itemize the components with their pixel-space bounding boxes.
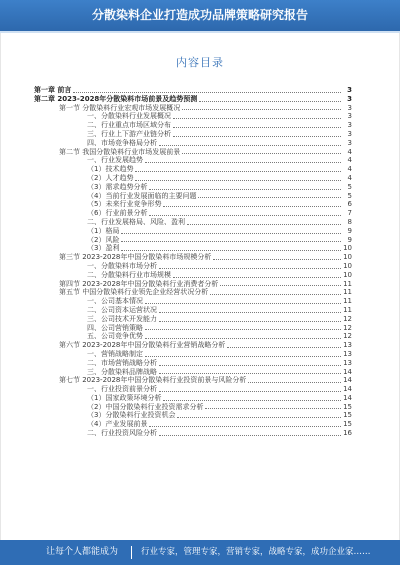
toc-entry-page-number: 15 — [343, 402, 352, 411]
toc-entry-title: （5）未来行业竞争形势 — [87, 200, 162, 209]
toc-entry-page-number: 11 — [343, 279, 352, 288]
dot-leader — [199, 101, 341, 102]
dot-leader — [121, 250, 341, 251]
toc-entry[interactable] — [34, 156, 352, 165]
toc-entry-title: 第一节 分散染料行业宏观市场发展概况 — [59, 103, 181, 112]
toc-entry-page-number: 12 — [343, 314, 352, 323]
toc-entry-page-number: 3 — [347, 112, 352, 121]
toc-entry-title: （3）盈利 — [87, 244, 120, 253]
toc-entry-title: 二、分散染料行业市场规模 — [87, 270, 171, 279]
toc-entry[interactable] — [34, 139, 352, 148]
toc-entry-title: （3）分散染料行业投资机会 — [87, 411, 176, 420]
dot-leader — [173, 118, 341, 119]
toc-entry[interactable] — [34, 368, 352, 377]
footer-band — [0, 540, 400, 565]
toc-entry-page-number: 3 — [347, 121, 352, 130]
toc-entry-title: 三、行业上下游产业链分析 — [87, 129, 171, 138]
dot-leader — [173, 136, 341, 137]
dot-leader — [159, 365, 341, 366]
toc-entry-title: 二、行业投资风险分析 — [87, 429, 157, 438]
dot-leader — [145, 303, 341, 304]
toc-entry-page-number: 4 — [347, 147, 352, 156]
toc-entry-page-number: 9 — [347, 226, 352, 235]
toc-entry[interactable] — [34, 183, 352, 192]
toc-entry[interactable] — [34, 192, 352, 201]
toc-entry[interactable] — [34, 253, 352, 262]
toc-entry-title: 二、市场营销战略分析 — [87, 358, 157, 367]
toc-entry-page-number: 8 — [347, 217, 352, 226]
toc-entry-title: 第四节 2023-2028年中国分散染料行业消费者分析 — [59, 279, 219, 288]
toc-entry-page-number: 14 — [343, 393, 352, 402]
toc-entry[interactable] — [34, 332, 352, 341]
dot-leader — [145, 329, 341, 330]
dot-leader — [73, 92, 341, 93]
toc-entry-title: （2）风险 — [87, 235, 120, 244]
toc-entry-page-number: 12 — [343, 323, 352, 332]
toc-entry[interactable] — [34, 121, 352, 130]
dot-leader — [198, 197, 341, 198]
toc-entry[interactable] — [34, 385, 352, 394]
dot-leader — [159, 145, 341, 146]
toc-entry-title: 二、公司资本运营状况 — [87, 305, 157, 314]
toc-entry[interactable] — [34, 236, 352, 245]
toc-entry[interactable] — [34, 315, 352, 324]
dot-leader — [182, 109, 341, 110]
toc-entry[interactable] — [34, 227, 352, 236]
toc-entry-title: 第一章 前言 — [34, 86, 72, 94]
toc-entry[interactable] — [34, 209, 352, 218]
report-header-band — [0, 0, 400, 31]
toc-heading: 内容目录 — [176, 56, 224, 69]
toc-entry-title: 一、公司基本情况 — [87, 297, 143, 306]
toc-entry[interactable] — [34, 104, 352, 113]
toc-entry-title: 四、公司营销策略 — [87, 323, 143, 332]
toc-entry-title: 二、行业发展格局、风险、盈利 — [87, 217, 185, 226]
toc-entry[interactable] — [34, 376, 352, 385]
toc-entry-page-number: 10 — [343, 244, 352, 253]
dot-leader — [227, 347, 341, 348]
dot-leader — [135, 171, 341, 172]
toc-entry-title: （3）需求趋势分析 — [87, 182, 148, 191]
toc-entry[interactable] — [34, 429, 352, 438]
toc-entry[interactable] — [34, 200, 352, 209]
toc-entry-page-number: 3 — [347, 103, 352, 112]
toc-entry-page-number: 14 — [343, 376, 352, 385]
toc-entry-page-number: 15 — [343, 420, 352, 429]
toc-entry-title: 五、公司竞争优势 — [87, 332, 143, 341]
toc-entry[interactable] — [34, 288, 352, 297]
toc-entry-page-number: 10 — [343, 261, 352, 270]
dot-leader — [163, 206, 341, 207]
toc-entry[interactable] — [34, 411, 352, 420]
toc-entry-page-number: 11 — [343, 305, 352, 314]
dot-leader — [205, 408, 341, 409]
dot-leader — [220, 285, 341, 286]
toc-entry-title: 三、公司技术开发能力 — [87, 314, 157, 323]
toc-entry-title: 一、分散染料市场分析 — [87, 261, 157, 270]
toc-entry-title: 一、行业投资前景分析 — [87, 385, 157, 394]
dot-leader — [159, 312, 341, 313]
toc-entry-title: 第五节 中国分散染料行业领先企业经营状况分析 — [59, 288, 209, 297]
toc-entry[interactable] — [34, 324, 352, 333]
dot-leader — [159, 391, 341, 392]
dot-leader — [210, 294, 341, 295]
dot-leader — [145, 338, 341, 339]
dot-leader — [173, 277, 341, 278]
toc-entry-title: 第二节 我国分散染料行业市场发展前景 — [59, 147, 181, 156]
toc-entry[interactable] — [34, 350, 352, 359]
toc-entry-page-number: 9 — [347, 235, 352, 244]
toc-entry[interactable] — [34, 244, 352, 253]
toc-entry-page-number: 4 — [347, 165, 352, 174]
toc-entry-page-number: 15 — [343, 411, 352, 420]
footer-roles: 行业专家，管理专家，营销专家，战略专家，成功企业家…… — [141, 547, 371, 557]
toc-entry-page-number: 5 — [347, 182, 352, 191]
toc-entry-page-number: 14 — [343, 367, 352, 376]
toc-entry-title: （1）技术趋势 — [87, 165, 134, 174]
toc-entry[interactable] — [34, 218, 352, 227]
dot-leader — [149, 215, 341, 216]
toc-entry-title: （6）行业前景分析 — [87, 209, 148, 218]
toc-entry-title: 三、分散染料品牌战略 — [87, 367, 157, 376]
toc-list — [34, 86, 352, 438]
toc-entry-page-number: 5 — [347, 191, 352, 200]
toc-entry-page-number: 14 — [343, 385, 352, 394]
toc-entry-title: （2）人才趋势 — [87, 173, 134, 182]
toc-entry[interactable] — [34, 174, 352, 183]
dot-leader — [213, 259, 341, 260]
dot-leader — [149, 189, 341, 190]
toc-entry-title: （2）中国分散染料行业投资需求分析 — [87, 402, 204, 411]
dot-leader — [248, 382, 341, 383]
toc-entry[interactable] — [34, 95, 352, 104]
toc-entry-page-number: 4 — [347, 173, 352, 182]
dot-leader — [177, 417, 341, 418]
toc-entry-page-number: 3 — [347, 138, 352, 147]
toc-entry-page-number: 13 — [343, 358, 352, 367]
toc-entry-title: 第二章 2023-2028年分散染料市场前景及趋势预测 — [34, 94, 198, 103]
toc-entry[interactable] — [34, 341, 352, 350]
dot-leader — [159, 435, 341, 436]
footer-separator — [131, 546, 132, 559]
toc-entry-title: 一、营销战略制定 — [87, 349, 143, 358]
toc-entry-title: （4）产业发展前景 — [87, 420, 148, 429]
dot-leader — [187, 224, 341, 225]
toc-entry-title: （1）格局 — [87, 226, 120, 235]
toc-entry-page-number: 3 — [347, 129, 352, 138]
toc-entry-page-number: 12 — [343, 332, 352, 341]
toc-entry[interactable] — [34, 86, 352, 95]
toc-entry-title: 四、市场竞争格局分析 — [87, 138, 157, 147]
toc-entry-title: 第七节 2023-2028年中国分散染料行业投资前景与风险分析 — [59, 376, 247, 385]
toc-entry[interactable] — [34, 420, 352, 429]
toc-entry[interactable] — [34, 271, 352, 280]
toc-entry-page-number: 11 — [343, 297, 352, 306]
dot-leader — [159, 321, 341, 322]
toc-entry[interactable] — [34, 262, 352, 271]
toc-entry-page-number: 4 — [347, 156, 352, 165]
dot-leader — [159, 373, 341, 374]
header-divider — [0, 31, 400, 33]
dot-leader — [149, 426, 341, 427]
toc-entry-page-number: 3 — [347, 86, 352, 94]
toc-entry-title: 第三节 2023-2028年中国分散染料市场规模分析 — [59, 253, 212, 262]
toc-entry[interactable] — [34, 403, 352, 412]
toc-entry[interactable] — [34, 297, 352, 306]
toc-entry-page-number: 13 — [343, 341, 352, 350]
toc-entry-page-number: 13 — [343, 349, 352, 358]
toc-entry[interactable] — [34, 165, 352, 174]
dot-leader — [145, 162, 341, 163]
dot-leader — [173, 127, 341, 128]
toc-entry-page-number: 6 — [347, 200, 352, 209]
toc-entry-title: （4）当前行业发展面临的主要问题 — [87, 191, 197, 200]
dot-leader — [145, 356, 341, 357]
toc-entry[interactable] — [34, 306, 352, 315]
toc-entry-page-number: 7 — [347, 209, 352, 218]
toc-entry[interactable] — [34, 359, 352, 368]
toc-entry-page-number: 11 — [343, 288, 352, 297]
dot-leader — [121, 233, 341, 234]
footer-slogan: 让每个人都能成为 — [46, 547, 119, 557]
toc-entry-page-number: 3 — [347, 94, 352, 103]
toc-entry-title: （1）国家政策环境分析 — [87, 393, 162, 402]
dot-leader — [121, 241, 341, 242]
toc-entry-page-number: 16 — [343, 429, 352, 438]
toc-entry-title: 第六节 2023-2028年中国分散染料行业营销战略分析 — [59, 341, 226, 350]
toc-entry-title: 一、行业发展趋势 — [87, 156, 143, 165]
toc-entry[interactable] — [34, 148, 352, 157]
dot-leader — [135, 180, 341, 181]
toc-entry[interactable] — [34, 280, 352, 289]
toc-entry-page-number: 10 — [343, 253, 352, 262]
dot-leader — [159, 268, 341, 269]
toc-entry[interactable] — [34, 130, 352, 139]
toc-entry-title: 二、行业重点市场区域分布 — [87, 121, 171, 130]
dot-leader — [163, 400, 341, 401]
report-title: 分散染料企业打造成功品牌策略研究报告 — [91, 8, 308, 22]
toc-entry-title: 一、分散染料行业发展概况 — [87, 112, 171, 121]
dot-leader — [182, 153, 341, 154]
toc-entry-page-number: 10 — [343, 270, 352, 279]
toc-entry[interactable] — [34, 394, 352, 403]
toc-entry[interactable] — [34, 112, 352, 121]
